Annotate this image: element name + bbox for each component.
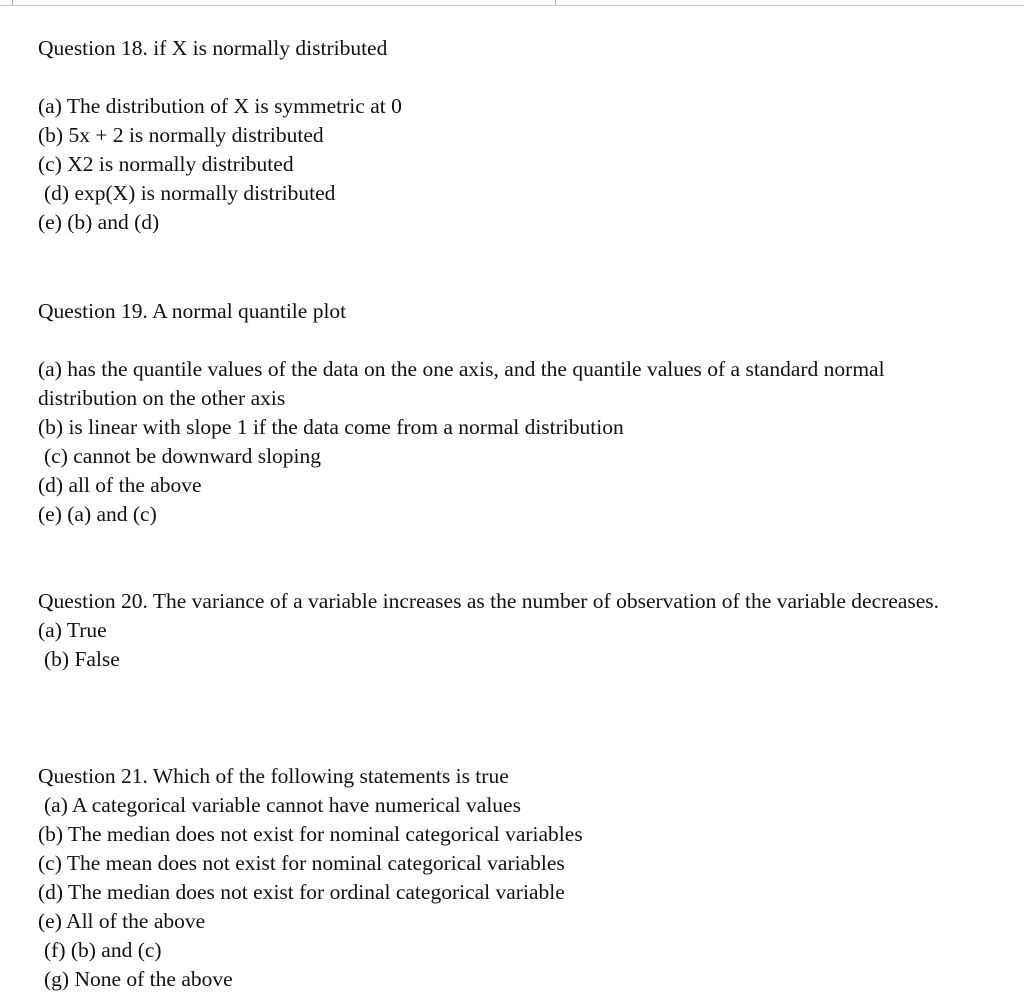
answer-option-e: (e) All of the above bbox=[38, 909, 206, 933]
top-divider bbox=[0, 5, 1024, 6]
answer-option-g: (g) None of the above bbox=[44, 967, 233, 991]
question-stem: Question 18. if X is normally distributed bbox=[38, 36, 388, 60]
answer-option-b: (b) is linear with slope 1 if the data come from a normal distribution bbox=[38, 415, 624, 439]
answer-option-a: (a) True bbox=[38, 618, 107, 642]
top-divider-tick bbox=[555, 0, 556, 5]
question-18 bbox=[38, 34, 998, 237]
answer-option-d: (d) all of the above bbox=[38, 473, 202, 497]
answer-option-d: (d) The median does not exist for ordinal categorical variable bbox=[38, 880, 565, 904]
answer-option-d: (d) exp(X) is normally distributed bbox=[44, 181, 336, 205]
answer-option-b: (b) False bbox=[44, 647, 120, 671]
question-19 bbox=[38, 297, 998, 529]
answer-option-e: (e) (b) and (d) bbox=[38, 210, 160, 234]
top-divider-tick bbox=[12, 0, 13, 6]
answer-option-a: (a) The distribution of X is symmetric at 0 bbox=[38, 94, 402, 118]
question-stem: Question 20. The variance of a variable increases as the number of observation of the variable decreases. bbox=[38, 589, 940, 613]
answer-option-b: (b) 5x + 2 is normally distributed bbox=[38, 123, 324, 147]
answer-option-e: (e) (a) and (c) bbox=[38, 502, 157, 526]
question-20 bbox=[38, 587, 998, 674]
question-stem: Question 19. A normal quantile plot bbox=[38, 299, 347, 323]
answer-option-b: (b) The median does not exist for nominal categorical variables bbox=[38, 822, 583, 846]
answer-option-c: (c) cannot be downward sloping bbox=[44, 444, 322, 468]
answer-option-a: (a) A categorical variable cannot have numerical values bbox=[44, 793, 521, 817]
answer-option-f: (f) (b) and (c) bbox=[44, 938, 162, 962]
answer-option-c: (c) The mean does not exist for nominal categorical variables bbox=[38, 851, 565, 875]
answer-option-c: (c) X2 is normally distributed bbox=[38, 152, 294, 176]
question-stem: Question 21. Which of the following statements is true bbox=[38, 764, 509, 788]
answer-option-a: (a) has the quantile values of the data on the one axis, and the quantile values of a standard normal distribution on the other axis bbox=[38, 357, 885, 410]
question-21 bbox=[38, 762, 998, 994]
